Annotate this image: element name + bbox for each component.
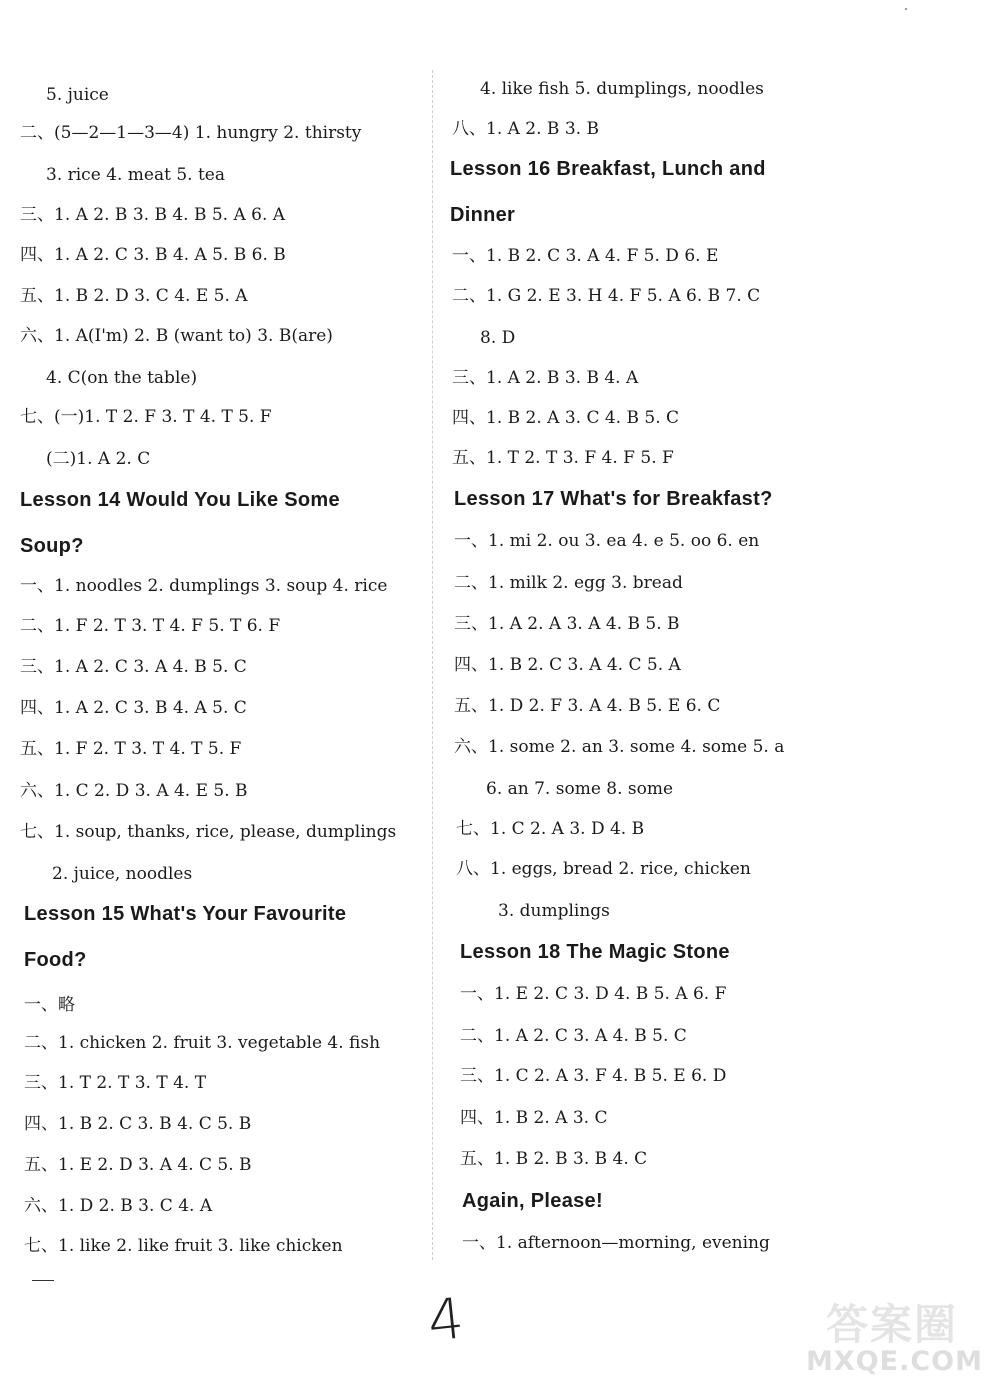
answer-line: 一、1. afternoon—morning, evening	[462, 1233, 770, 1253]
page-number: 4	[424, 1286, 467, 1355]
answer-line: 四、1. B 2. A 3. C	[460, 1108, 608, 1128]
lesson-heading: Food?	[24, 949, 87, 971]
answer-line: 二、1. milk 2. egg 3. bread	[454, 573, 683, 593]
answer-line: 3. rice 4. meat 5. tea	[46, 165, 225, 185]
answer-line: 4. C(on the table)	[46, 368, 198, 388]
answer-line: 四、1. B 2. A 3. C 4. B 5. C	[452, 408, 680, 428]
answer-line: 一、1. noodles 2. dumplings 3. soup 4. rice	[20, 576, 388, 596]
answer-line: 三、1. C 2. A 3. F 4. B 5. E 6. D	[460, 1066, 727, 1086]
answer-line: 一、1. mi 2. ou 3. ea 4. e 5. oo 6. en	[454, 531, 760, 551]
watermark-url: MXQE.COM	[806, 1346, 983, 1377]
answer-line: 三、1. A 2. A 3. A 4. B 5. B	[454, 614, 680, 634]
answer-line: 二、1. F 2. T 3. T 4. F 5. T 6. F	[20, 616, 281, 636]
answer-line: 七、1. C 2. A 3. D 4. B	[456, 819, 645, 839]
lesson-heading: Lesson 17 What's for Breakfast?	[454, 488, 773, 510]
lesson-heading: Again, Please!	[462, 1190, 603, 1212]
answer-line: 2. juice, noodles	[52, 864, 193, 884]
watermark-logo: 答案圈	[826, 1300, 959, 1349]
answer-line: 三、1. T 2. T 3. T 4. T	[24, 1073, 207, 1093]
lesson-heading: Dinner	[450, 204, 516, 226]
lesson-heading: Lesson 15 What's Your Favourite	[24, 903, 347, 925]
answer-line: 六、1. some 2. an 3. some 4. some 5. a	[454, 737, 785, 757]
answer-line: 七、1. soup, thanks, rice, please, dumplings	[20, 822, 397, 842]
answer-line: 六、1. D 2. B 3. C 4. A	[24, 1196, 213, 1216]
answer-line: 4. like fish 5. dumplings, noodles	[480, 79, 764, 99]
answer-line: 七、(一)1. T 2. F 3. T 4. T 5. F	[20, 407, 272, 427]
answer-line: 四、1. A 2. C 3. B 4. A 5. B 6. B	[20, 245, 286, 265]
answer-line: 二、1. A 2. C 3. A 4. B 5. C	[460, 1026, 687, 1046]
column-divider	[432, 70, 433, 1260]
answer-line: 八、1. eggs, bread 2. rice, chicken	[456, 859, 751, 879]
corner-mark	[905, 8, 907, 10]
answer-line: 四、1. A 2. C 3. B 4. A 5. C	[20, 698, 247, 718]
lesson-heading: Lesson 18 The Magic Stone	[460, 941, 730, 963]
answer-line: 七、1. like 2. like fruit 3. like chicken	[24, 1236, 343, 1256]
answer-line: 5. juice	[46, 85, 109, 105]
answer-line: 二、(5—2—1—3—4) 1. hungry 2. thirsty	[20, 123, 362, 143]
watermark	[800, 1290, 1000, 1385]
answer-line: 6. an 7. some 8. some	[486, 779, 674, 799]
answer-line: 一、1. B 2. C 3. A 4. F 5. D 6. E	[452, 246, 719, 266]
answer-line: 8. D	[480, 328, 516, 348]
answer-line: 3. dumplings	[498, 901, 610, 921]
answer-line: 五、1. B 2. B 3. B 4. C	[460, 1149, 648, 1169]
answer-line: 三、1. A 2. C 3. A 4. B 5. C	[20, 657, 247, 677]
answer-line: 五、1. D 2. F 3. A 4. B 5. E 6. C	[454, 696, 721, 716]
answer-line: 三、1. A 2. B 3. B 4. B 5. A 6. A	[20, 205, 286, 225]
answer-line: 四、1. B 2. C 3. B 4. C 5. B	[24, 1114, 252, 1134]
lesson-heading: Lesson 14 Would You Like Some	[20, 489, 340, 511]
answer-line: 六、1. C 2. D 3. A 4. E 5. B	[20, 781, 248, 801]
answer-line: 二、1. G 2. E 3. H 4. F 5. A 6. B 7. C	[452, 286, 761, 306]
answer-line: 四、1. B 2. C 3. A 4. C 5. A	[454, 655, 681, 675]
answer-line: 八、1. A 2. B 3. B	[452, 119, 599, 139]
answer-line: 三、1. A 2. B 3. B 4. A	[452, 368, 639, 388]
answer-line: 五、1. E 2. D 3. A 4. C 5. B	[24, 1155, 252, 1175]
dash-mark	[32, 1280, 54, 1281]
lesson-heading: Soup?	[20, 535, 84, 557]
answer-line: 一、略	[24, 995, 75, 1015]
answer-line: 一、1. E 2. C 3. D 4. B 5. A 6. F	[460, 984, 727, 1004]
answer-line: 六、1. A(I'm) 2. B (want to) 3. B(are)	[20, 326, 333, 346]
answer-line: 五、1. B 2. D 3. C 4. E 5. A	[20, 286, 248, 306]
answer-line: (二)1. A 2. C	[46, 449, 151, 469]
answer-line: 二、1. chicken 2. fruit 3. vegetable 4. fish	[24, 1033, 381, 1053]
answer-line: 五、1. F 2. T 3. T 4. T 5. F	[20, 739, 242, 759]
lesson-heading: Lesson 16 Breakfast, Lunch and	[450, 158, 766, 180]
answer-line: 五、1. T 2. T 3. F 4. F 5. F	[452, 448, 674, 468]
